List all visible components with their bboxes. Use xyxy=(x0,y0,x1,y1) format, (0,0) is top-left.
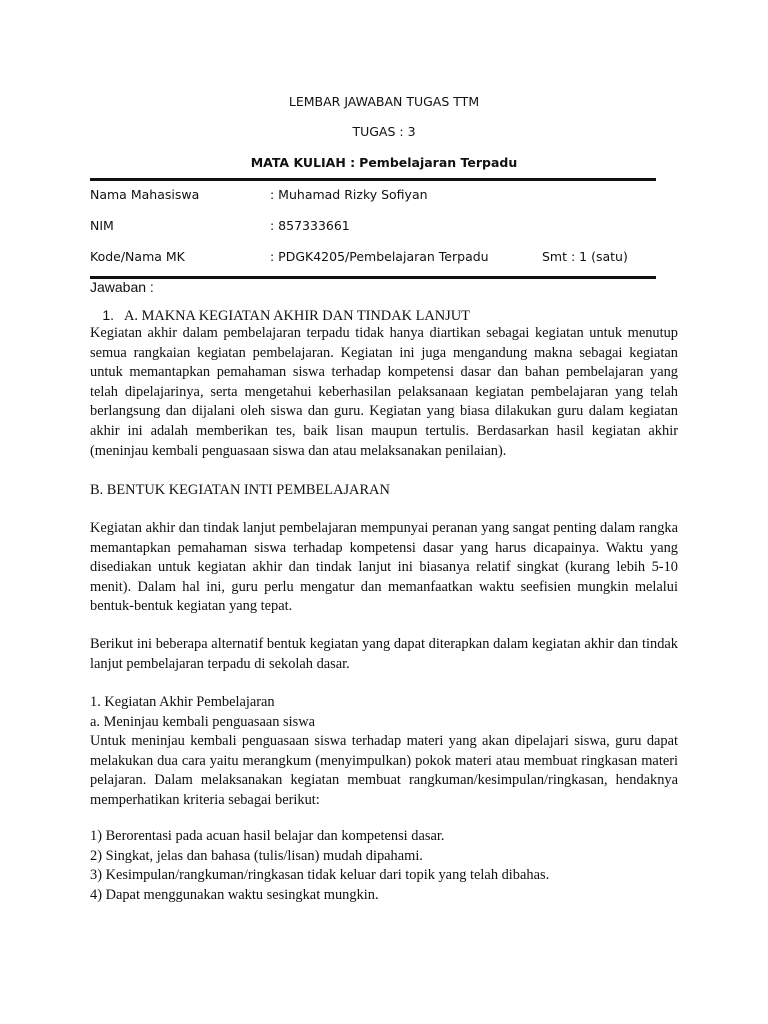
criteria-item: 3) Kesimpulan/rangkuman/ringkasan tidak keluar dari topik yang telah dibahas. xyxy=(90,867,550,884)
section-2-paragraph-1: Kegiatan akhir dan tindak lanjut pembelajaran mempunyai peranan yang sangat penting dalam rangka memantapkan pemahaman siswa terhadap kompetensi dasar yang harus dicapainya. Waktu yang disediakan untuk kegiatan akhir dan tindak lanjut ini biasanya relatif singkat (kurang lebih 5-10 menit). Dalam hal ini, guru perlu mengatur dan memanfaatkan waktu seefisien mungkin melalui bentuk-bentuk kegiatan yang tepat. xyxy=(90,520,678,615)
section-1-number: 1. xyxy=(102,307,114,323)
criteria-item: 4) Dapat menggunakan waktu sesingkat mungkin. xyxy=(90,886,379,903)
answer-label: Jawaban : xyxy=(90,279,154,295)
document-title: LEMBAR JAWABAN TUGAS TTM xyxy=(288,94,480,109)
section-2-heading: B. BENTUK KEGIATAN INTI PEMBELAJARAN xyxy=(90,482,390,498)
subsection-block xyxy=(90,693,678,811)
course-code-value: : PDGK4205/Pembelajaran Terpadu xyxy=(270,249,489,264)
header-divider-top xyxy=(90,178,656,181)
nim-label: NIM xyxy=(90,218,114,233)
assignment-number: TUGAS : 3 xyxy=(352,124,416,139)
course-code-row xyxy=(90,249,656,267)
section-2-paragraph-2: Berikut ini beberapa alternatif bentuk kegiatan yang dapat diterapkan dalam kegiatan akhir dan tindak lanjut pembelajaran terpadu di sekolah dasar. xyxy=(90,636,678,672)
student-name-row xyxy=(90,187,656,205)
section-1-title: A. MAKNA KEGIATAN AKHIR DAN TINDAK LANJUT xyxy=(124,308,470,324)
semester-value: Smt : 1 (satu) xyxy=(542,249,628,264)
student-name-value: : Muhamad Rizky Sofiyan xyxy=(270,187,428,202)
criteria-item: 1) Berorentasi pada acuan hasil belajar dan kompetensi dasar. xyxy=(90,828,445,844)
criteria-item: 2) Singkat, jelas dan bahasa (tulis/lisan) mudah dipahami. xyxy=(90,847,423,864)
course-label: MATA KULIAH : xyxy=(250,155,356,170)
subsection-1a-title: a. Meninjau kembali penguasaan siswa xyxy=(90,713,315,730)
header-divider-bottom xyxy=(90,276,656,279)
course-code-label: Kode/Nama MK xyxy=(90,249,185,264)
nim-value: : 857333661 xyxy=(270,218,350,233)
criteria-list xyxy=(90,827,678,905)
section-1-paragraph: Kegiatan akhir dalam pembelajaran terpadu tidak hanya diartikan sebagai kegiatan untuk menutup semua rangkaian kegiatan pembelajaran. Kegiatan ini juga mengandung makna sebagai kegiatan untuk memantapkan pemahaman siswa terhadap kompetensi dasar dan bahan pembelajaran yang telah dipelajarinya, serta mengetahui keberhasilan pelaksanaan kegiatan pembelajaran yang telah berlangsung dan dijalani oleh siswa dan guru. Kegiatan yang biasa dilakukan guru dalam kegiatan akhir ini adalah memberikan tes, baik lisan maupun tertulis. Berdasarkan hasil kegiatan akhir (meninjau kembali penguasaan siswa dan atau melaksanakan penilaian). xyxy=(90,325,678,459)
student-name-label: Nama Mahasiswa xyxy=(90,187,200,202)
nim-row xyxy=(90,218,656,236)
subsection-1-title: 1. Kegiatan Akhir Pembelajaran xyxy=(90,694,275,710)
subsection-1a-paragraph: Untuk meninjau kembali penguasaan siswa terhadap materi yang akan dipelajari siswa, guru dapat melakukan dua cara yaitu merangkum (menyimpulkan) pokok materi atau membuat ringkasan materi pelajaran. Dalam melaksanakan kegiatan membuat rangkuman/kesimpulan/ringkasan, hendaknya memperhatikan kriteria sebagai berikut: xyxy=(90,733,678,808)
course-line xyxy=(0,155,768,170)
course-name: Pembelajaran Terpadu xyxy=(359,155,518,170)
